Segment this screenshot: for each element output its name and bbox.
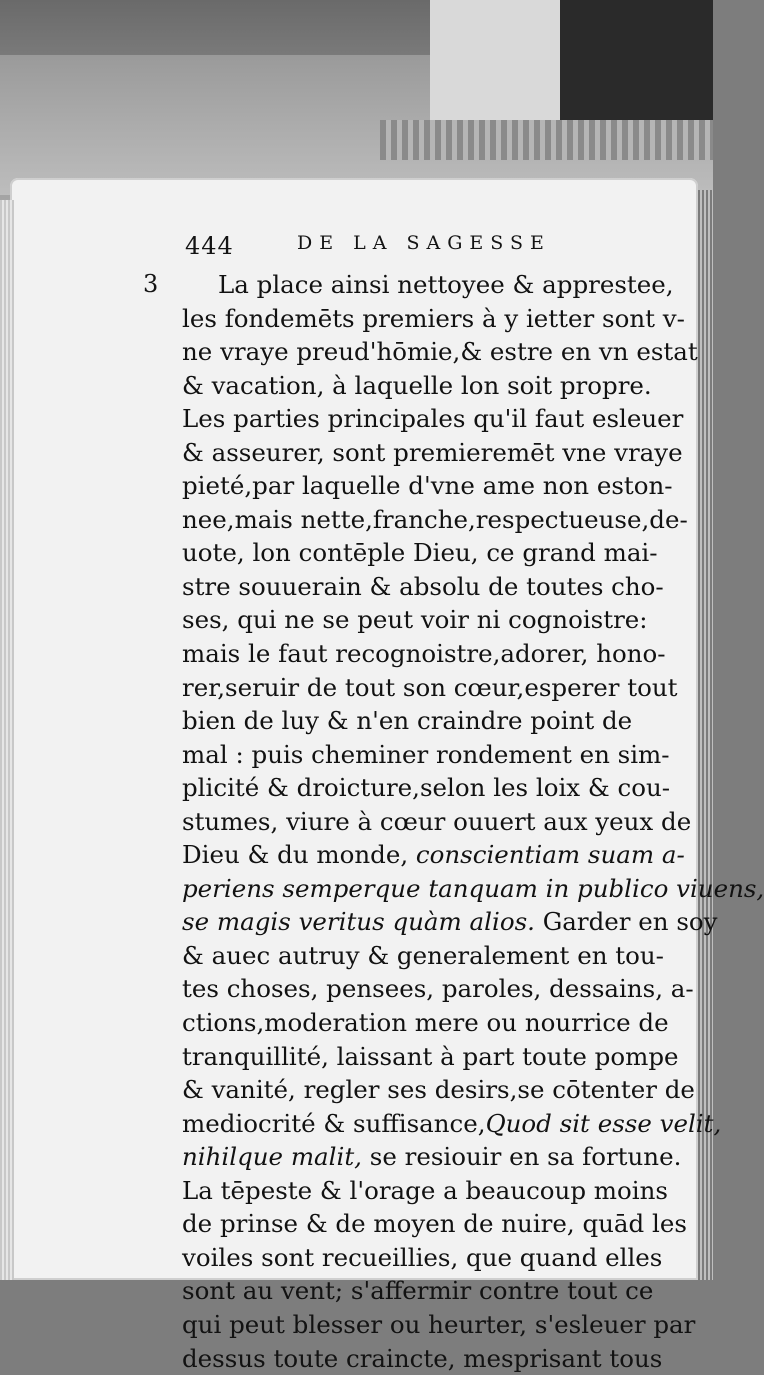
text-line [182,905,692,939]
text-line [182,1308,692,1342]
text-line-content: sont au vent; s'affermir contre tout ce [182,1276,653,1305]
text-line [182,1207,692,1241]
text-line [182,671,692,705]
text-line-content: tranquillité, laissant à part toute pompe [182,1042,679,1071]
latin-quotation: Quod sit esse velit, [486,1109,722,1138]
text-line [182,1140,692,1174]
text-line [182,469,692,503]
text-line-content: dessus toute craincte, mesprisant tous [182,1344,662,1373]
text-line-content: uote, lon contēple Dieu, ce grand mai- [182,538,658,567]
text-line-content: La place ainsi nettoyee & apprestee, [218,270,674,299]
text-line-content: plicité & droicture,selon les loix & cou- [182,773,670,802]
text-line [182,1342,692,1375]
text-line [182,939,692,973]
text-line-content: stumes, viure à cœur ouuert aux yeux de [182,807,691,836]
text-line-content: mal : puis cheminer rondement en sim- [182,740,670,769]
text-line [182,335,692,369]
text-line [182,838,692,872]
running-head [185,232,605,266]
text-line [182,1107,692,1141]
page-number: 444 [185,232,234,260]
text-line-content: & auec autruy & generalement en tou- [182,941,664,970]
latin-quotation: se magis veritus quàm alios. [182,907,535,936]
text-line [182,637,692,671]
text-line [182,805,692,839]
text-line [182,1174,692,1208]
text-line-content: bien de luy & n'en craindre point de [182,706,632,735]
text-line [182,268,692,302]
text-line [182,771,692,805]
text-line-content: & vanité, regler ses desirs,se cōtenter de [182,1075,695,1104]
text-line-content: ctions,moderation mere ou nourrice de [182,1008,669,1037]
text-line [182,369,692,403]
text-line-content: Dieu & du monde, [182,840,416,869]
body-text [182,268,692,1375]
text-line-content: se resiouir en sa fortune. [362,1142,681,1171]
text-line [182,536,692,570]
margin-note: 3 [143,270,158,298]
text-line-content: pieté,par laquelle d'vne ame non eston- [182,471,673,500]
text-line [182,503,692,537]
running-title: DE LA SAGESSE [297,232,551,254]
text-line [182,402,692,436]
text-line-content: Les parties principales qu'il faut esleuer [182,404,683,433]
text-line-content: stre souuerain & absolu de toutes cho- [182,572,664,601]
text-line [182,603,692,637]
text-line [182,1274,692,1308]
text-line-content: rer,seruir de tout son cœur,esperer tout [182,673,678,702]
text-line-content: de prinse & de moyen de nuire, quād les [182,1209,687,1238]
text-line [182,1040,692,1074]
background-rope [380,120,713,160]
latin-quotation: conscientiam suam a- [416,840,685,869]
text-line [182,738,692,772]
text-line [182,570,692,604]
text-line-content: & asseurer, sont premieremēt vne vraye [182,438,683,467]
text-line [182,1073,692,1107]
text-line-content: qui peut blesser ou heurter, s'esleuer par [182,1310,695,1339]
text-line [182,302,692,336]
text-line-content: La tēpeste & l'orage a beaucoup moins [182,1176,668,1205]
text-line [182,1241,692,1275]
text-line-content: tes choses, pensees, paroles, dessains, a- [182,974,694,1003]
text-line-content: mais le faut recognoistre,adorer, hono- [182,639,666,668]
text-line [182,972,692,1006]
text-line [182,436,692,470]
text-line-content: les fondemēts premiers à y ietter sont v- [182,304,685,333]
text-line-content: Garder en soy [535,907,718,936]
text-line [182,704,692,738]
text-line [182,1006,692,1040]
text-line-content: & vacation, à laquelle lon soit propre. [182,371,652,400]
latin-quotation: periens semperque tanquam in publico viuens, [182,874,764,903]
page-edge-left [0,200,14,1280]
text-line [182,872,692,906]
text-line-content: ses, qui ne se peut voir ni cognoistre: [182,605,648,634]
latin-quotation: nihilque malit, [182,1142,362,1171]
text-line-content: mediocrité & suffisance, [182,1109,486,1138]
text-line-content: voiles sont recueillies, que quand elles [182,1243,662,1272]
text-line-content: ne vraye preud'hōmie,& estre en vn estat [182,337,698,366]
text-line-content: nee,mais nette,franche,respectueuse,de- [182,505,688,534]
